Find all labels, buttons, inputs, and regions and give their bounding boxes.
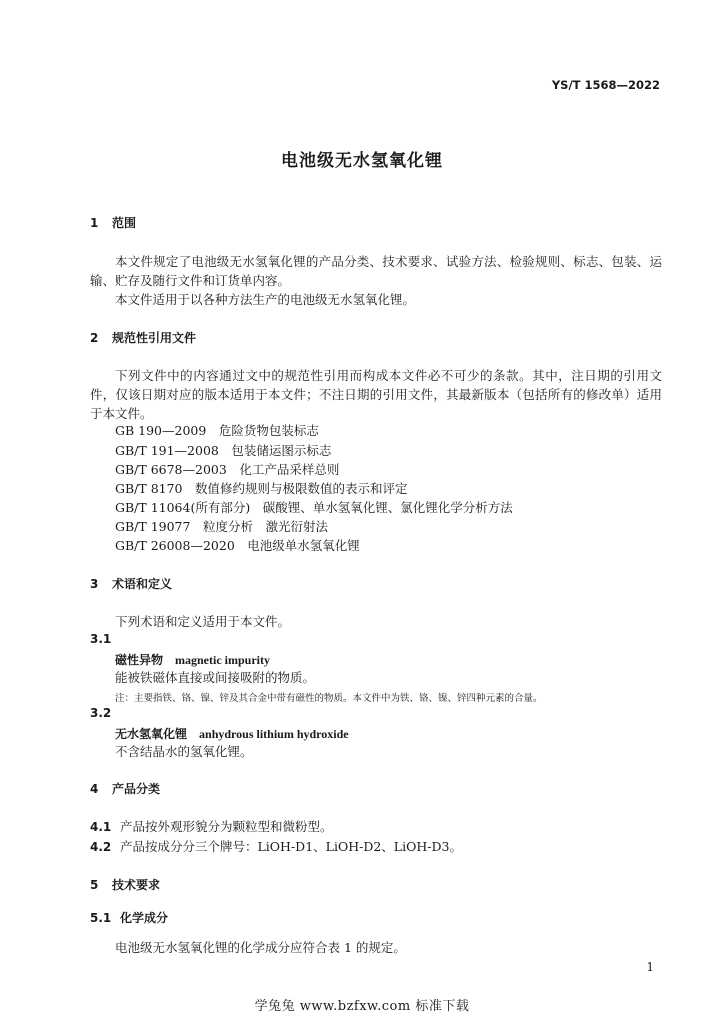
clause-text: 产品按成分分三个牌号：LiOH-D1、LiOH-D2、LiOH-D3。 (120, 839, 462, 854)
clause-number: 4.2 (90, 840, 112, 854)
scope-paragraph-1: 本文件规定了电池级无水氢氧化锂的产品分类、技术要求、试验方法、检验规则、标志、包装、运输、贮存及随行文件和订货单内容。 (90, 254, 662, 288)
reference-item: GB 190—2009 危险货物包装标志 (115, 423, 319, 438)
chemical-composition-paragraph: 电池级无水氢氧化锂的化学成分应符合表 1 的规定。 (115, 940, 406, 955)
subsection-number: 5.1 (90, 911, 112, 925)
term-en: magnetic impurity (175, 653, 271, 667)
term-en: anhydrous lithium hydroxide (199, 727, 349, 741)
term-zh: 无水氢氧化锂 (115, 727, 188, 741)
footer-watermark: 学兔兔 www.bzfxw.com 标准下载 (254, 999, 470, 1014)
term-magnetic-impurity (115, 651, 270, 668)
section-number: 4 (90, 782, 99, 796)
clause-number: 4.1 (90, 820, 112, 834)
page-number: 1 (646, 960, 654, 974)
standard-number: YS/T 1568—2022 (551, 78, 660, 92)
subsection-title: 化学成分 (120, 911, 169, 925)
section-title: 产品分类 (112, 782, 161, 796)
section-1-heading (90, 214, 136, 231)
reference-item: GB/T 19077 粒度分析 激光衍射法 (115, 519, 328, 534)
reference-item: GB/T 11064(所有部分) 碳酸锂、单水氢氧化锂、氯化锂化学分析方法 (115, 500, 513, 515)
section-number: 2 (90, 331, 99, 345)
section-title: 规范性引用文件 (112, 331, 197, 345)
subsection-5-1-heading (90, 909, 168, 926)
term-number: 3.2 (90, 706, 112, 720)
term-note: 注：主要指铁、铬、镍、锌及其合金中带有磁性的物质。本文件中为铁、铬、镍、锌四种元素的合量。 (115, 693, 543, 704)
scope-paragraph-2: 本文件适用于以各种方法生产的电池级无水氢氧化锂。 (115, 292, 416, 307)
term-definition: 能被铁磁体直接或间接吸附的物质。 (115, 670, 316, 685)
term-definition: 不含结晶水的氢氧化锂。 (115, 744, 253, 759)
reference-item: GB/T 8170 数值修约规则与极限数值的表示和评定 (115, 481, 408, 496)
section-title: 术语和定义 (112, 577, 173, 591)
normative-refs-intro: 下列文件中的内容通过文中的规范性引用而构成本文件必不可少的条款。其中，注日期的引用文件，仅该日期对应的版本适用于本文件；不注日期的引用文件，其最新版本（包括所有的修改单）适用于本文件。 (90, 368, 662, 421)
clause-text: 产品按外观形貌分为颗粒型和微粉型。 (120, 819, 333, 834)
section-4-heading (90, 780, 160, 797)
section-number: 3 (90, 577, 99, 591)
section-5-heading (90, 876, 160, 893)
section-number: 5 (90, 878, 99, 892)
section-title: 范围 (112, 216, 137, 230)
section-2-heading (90, 329, 196, 346)
section-title: 技术要求 (112, 878, 161, 892)
document-title: 电池级无水氢氧化锂 (281, 151, 443, 171)
term-zh: 磁性异物 (115, 653, 164, 667)
reference-item: GB/T 6678—2003 化工产品采样总则 (115, 462, 340, 477)
section-number: 1 (90, 216, 99, 230)
clause-4-2 (90, 837, 462, 855)
reference-item: GB/T 26008—2020 电池级单水氢氧化锂 (115, 538, 360, 553)
clause-4-1 (90, 817, 333, 835)
terms-intro: 下列术语和定义适用于本文件。 (115, 614, 291, 629)
term-number: 3.1 (90, 632, 112, 646)
section-3-heading (90, 575, 172, 592)
term-anhydrous-lithium-hydroxide (115, 725, 349, 742)
reference-item: GB/T 191—2008 包装储运图示标志 (115, 443, 332, 458)
